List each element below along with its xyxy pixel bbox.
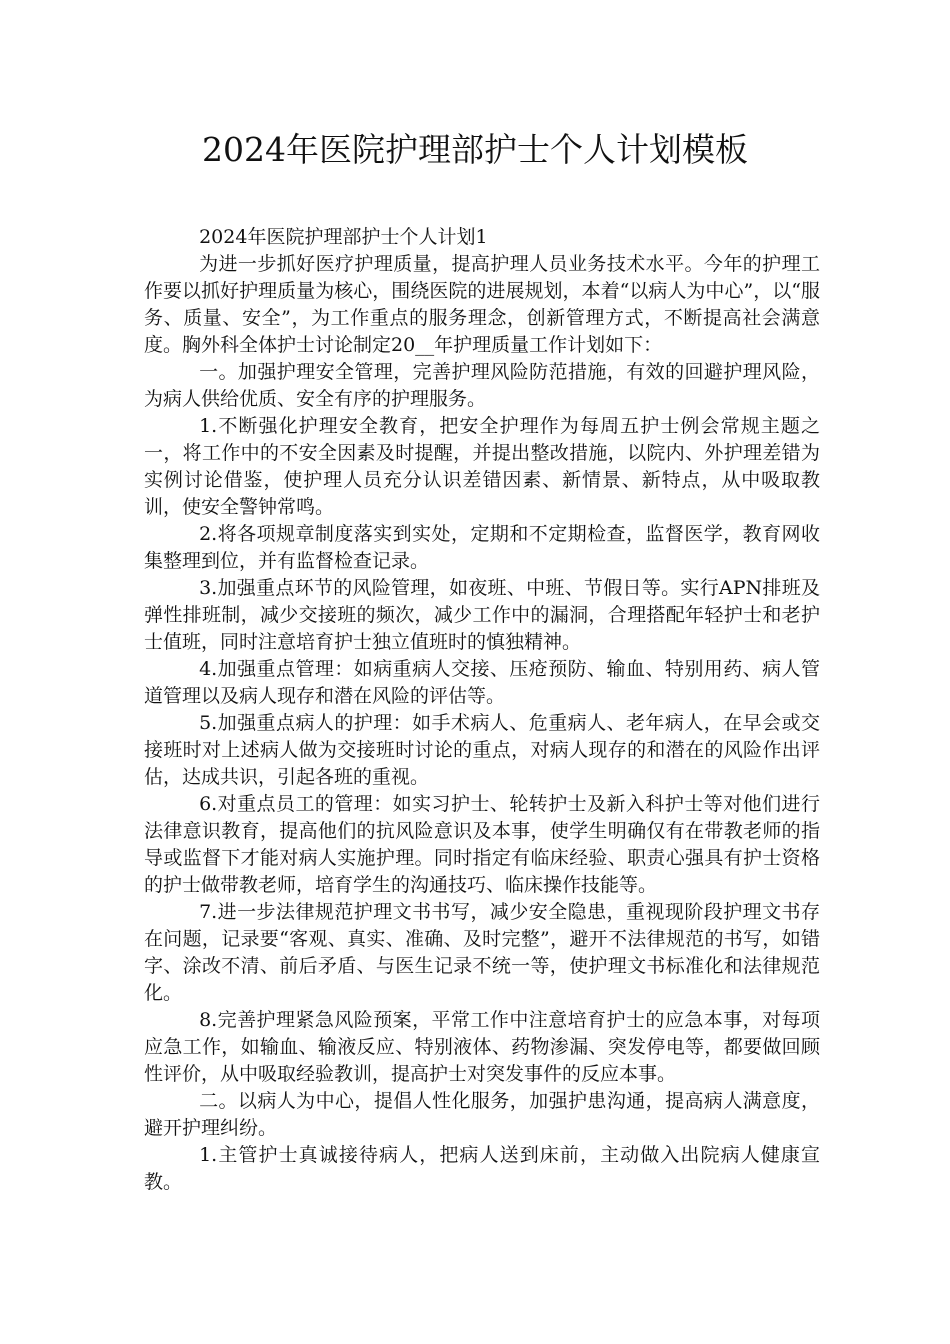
paragraph-item-8: 8.完善护理紧急风险预案，平常工作中注意培育护士的应急本事，对每项应急工作，如输血、输液反应、特别液体、药物渗漏、突发停电等，都要做回顾性评价，从中吸取经验教训，提高护士对突发事件的反应本事。 bbox=[144, 1009, 820, 1085]
paragraph-item-5: 5.加强重点病人的护理：如手术病人、危重病人、老年病人，在早会或交接班时对上述病人做为交接班时讨论的重点，对病人现存的和潜在的风险作出评估，达成共识，引起各班的重视。 bbox=[144, 712, 820, 788]
paragraph-item-7: 7.进一步法律规范护理文书书写，减少安全隐患，重视现阶段护理文书存在问题，记录要“客观、真实、准确、及时完整”，避开不法律规范的书写，如错字、涂改不清、前后矛盾、与医生记录不统一等，使护理文书标准化和法律规范化。 bbox=[144, 901, 820, 1004]
document-title: 2024年医院护理部护士个人计划模板 bbox=[202, 130, 748, 169]
paragraph-item-2: 2.将各项规章制度落实到实处，定期和不定期检查，监督医学，教育网收集整理到位，并有监督检查记录。 bbox=[144, 523, 820, 572]
document-body bbox=[144, 224, 820, 1196]
paragraph-item-1: 1.不断强化护理安全教育，把安全护理作为每周五护士例会常规主题之一，将工作中的不安全因素及时提醒，并提出整改措施，以院内、外护理差错为实例讨论借鉴，使护理人员充分认识差错因素、新情景、新特点，从中吸取教训，使安全警钟常鸣。 bbox=[144, 415, 820, 518]
plan-heading: 2024年医院护理部护士个人计划1 bbox=[199, 226, 488, 248]
paragraph-item-6: 6.对重点员工的管理：如实习护士、轮转护士及新入科护士等对他们进行法律意识教育，提高他们的抗风险意识及本事，使学生明确仅有在带教老师的指导或监督下才能对病人实施护理。同时指定有临床经验、职责心强具有护士资格的护士做带教老师，培育学生的沟通技巧、临床操作技能等。 bbox=[144, 793, 820, 896]
paragraph-intro: 为进一步抓好医疗护理质量，提高护理人员业务技术水平。今年的护理工作要以抓好护理质量为核心，围绕医院的进展规划，本着“以病人为中心”，以“服务、质量、安全”，为工作重点的服务理念，创新管理方式，不断提高社会满意度。胸外科全体护士讨论制定20__年护理质量工作计划如下： bbox=[144, 253, 820, 356]
section-heading-1: 一。加强护理安全管理，完善护理风险防范措施，有效的回避护理风险，为病人供给优质、安全有序的护理服务。 bbox=[144, 361, 820, 410]
paragraph-item-2-1: 1.主管护士真诚接待病人，把病人送到床前，主动做入出院病人健康宣教。 bbox=[144, 1144, 820, 1193]
paragraph-item-3: 3.加强重点环节的风险管理，如夜班、中班、节假日等。实行APN排班及弹性排班制，减少交接班的频次，减少工作中的漏洞，合理搭配年轻护士和老护士值班，同时注意培育护士独立值班时的慎独精神。 bbox=[144, 577, 820, 653]
section-heading-2: 二。以病人为中心，提倡人性化服务，加强护患沟通，提高病人满意度，避开护理纠纷。 bbox=[144, 1090, 820, 1139]
paragraph-item-4: 4.加强重点管理：如病重病人交接、压疮预防、输血、特别用药、病人管道管理以及病人现存和潜在风险的评估等。 bbox=[144, 658, 820, 707]
